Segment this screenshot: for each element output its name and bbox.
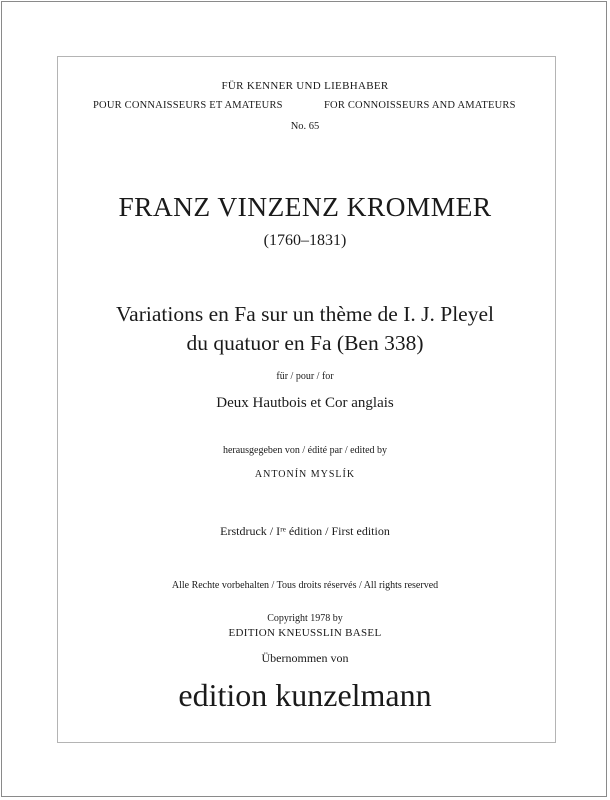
series-title: FÜR KENNER UND LIEBHABER xyxy=(221,80,389,92)
series-number: No. 65 xyxy=(290,121,320,132)
series-subtitles xyxy=(0,101,610,115)
composer-name: FRANZ VINZENZ KROMMER xyxy=(118,191,492,222)
publisher-logo-text: edition kunzelmann xyxy=(178,677,432,713)
instrumentation: Deux Hautbois et Cor anglais xyxy=(216,395,394,411)
rights-notice: Alle Rechte vorbehalten / Tous droits réservés / All rights reserved xyxy=(171,580,439,591)
copyright-notice: Copyright 1978 by xyxy=(267,613,343,624)
taken-over-label: Übernommen von xyxy=(261,651,349,665)
editor-name: ANTONÍN MYSLÍK xyxy=(254,469,356,480)
original-publisher: EDITION KNEUSSLIN BASEL xyxy=(228,627,382,639)
series-title-french: POUR CONNAISSEURS ET AMATEURS xyxy=(93,100,283,111)
work-title-line-1: Variations en Fa sur un thème de I. J. Pleyel xyxy=(116,302,494,326)
for-label: für / pour / for xyxy=(276,371,334,382)
work-title-line-2: du quatuor en Fa (Ben 338) xyxy=(186,331,424,355)
first-edition: Erstdruck / Iʳᵉ édition / First edition xyxy=(220,524,390,538)
composer-dates: (1760–1831) xyxy=(263,232,347,249)
series-title-english: FOR CONNOISSEURS AND AMATEURS xyxy=(324,100,516,111)
editor-label: herausgegeben von / édité par / edited by xyxy=(222,445,388,456)
